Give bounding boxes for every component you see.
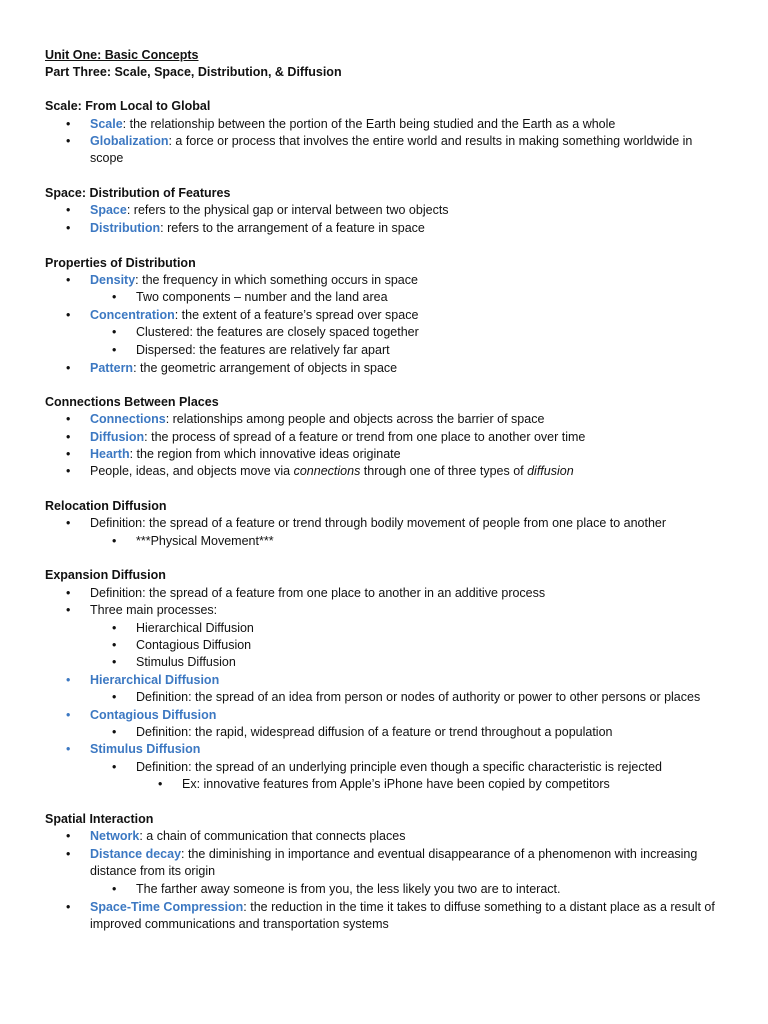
bullet: • (112, 534, 117, 548)
part-title: Part Three: Scale, Space, Distribution, & Diffusion (45, 65, 342, 79)
italic-diffusion: diffusion (527, 464, 574, 478)
sub-item-text: Definition: the spread of an idea from person or nodes of authority or power to other persons or places (136, 690, 701, 704)
sub-list-item (0, 289, 738, 306)
sub-item-text: Definition: the rapid, widespread diffusion of a feature or trend throughout a population (136, 725, 613, 739)
list-item (0, 411, 738, 428)
bullet: • (66, 134, 71, 148)
sub-list-item (0, 533, 738, 550)
definition-text: : the relationship between the portion of the Earth being studied and the Earth as a whole (122, 117, 616, 131)
sub-item-text: ***Physical Movement*** (136, 534, 274, 548)
sub-list-item (0, 689, 738, 706)
unit-title: Unit One: Basic Concepts (45, 48, 199, 62)
sub-item-text: Clustered: the features are closely spaced together (136, 325, 419, 339)
term-distance-decay: Distance decay (90, 847, 182, 861)
term-diffusion: Diffusion (90, 430, 145, 444)
text-run: People, ideas, and objects move via (90, 464, 294, 478)
definition-continuation: scope (90, 151, 124, 165)
definition-text: : the diminishing in importance and eventual disappearance of a phenomenon with increasing (181, 847, 698, 861)
text-run: through one of three types of (360, 464, 528, 478)
bullet: • (66, 412, 71, 426)
list-item (0, 446, 738, 463)
list-item (0, 220, 738, 237)
section-heading-connections: Connections Between Places (45, 395, 219, 409)
bullet: • (112, 882, 117, 896)
processes-label: Three main processes: (90, 603, 218, 617)
bullet: • (66, 430, 71, 444)
definition-continuation: improved communications and transportation systems (90, 917, 389, 931)
definition-text: : a force or process that involves the entire world and results in making something worldwide in (168, 134, 693, 148)
term-space: Space (90, 203, 127, 217)
list-item (0, 515, 738, 532)
definition-text: : the reduction in the time it takes to diffuse something to a distant place as a result of (243, 900, 715, 914)
bullet: • (112, 760, 117, 774)
list-item (0, 707, 738, 724)
bullet: • (66, 221, 71, 235)
definition-text: : the extent of a feature’s spread over space (174, 308, 419, 322)
term-distribution: Distribution (90, 221, 161, 235)
bullet: • (66, 516, 71, 530)
term-connections: Connections (90, 412, 166, 426)
term-globalization: Globalization (90, 134, 169, 148)
definition-text: Definition: the spread of a feature from one place to another in an additive process (90, 586, 546, 600)
sub-list-item (0, 759, 738, 776)
list-item (0, 463, 738, 480)
term-scale: Scale (90, 117, 123, 131)
term-network: Network (90, 829, 140, 843)
definition-continuation: distance from its origin (90, 864, 216, 878)
term-concentration: Concentration (90, 308, 175, 322)
sub-item-text: Dispersed: the features are relatively far apart (136, 343, 390, 357)
list-item (0, 116, 738, 133)
sub-item-text: The farther away someone is from you, the less likely you two are to interact. (136, 882, 561, 896)
sub-item-text: Stimulus Diffusion (136, 655, 236, 669)
definition-text: : the region from which innovative ideas originate (129, 447, 401, 461)
section-heading-relocation: Relocation Diffusion (45, 499, 167, 513)
bullet: • (112, 290, 117, 304)
italic-connections: connections (293, 464, 361, 478)
definition-text: Definition: the spread of a feature or trend through bodily movement of people from one place to another (90, 516, 667, 530)
list-item (0, 133, 738, 150)
term-hierarchical-diffusion: Hierarchical Diffusion (90, 673, 220, 687)
bullet: • (66, 829, 71, 843)
bullet: • (66, 117, 71, 131)
term-space-time-compression: Space-Time Compression (90, 900, 244, 914)
list-item (0, 672, 738, 689)
bullet: • (66, 447, 71, 461)
bullet: • (66, 900, 71, 914)
sub-list-item (0, 620, 738, 637)
list-item (0, 846, 738, 863)
sub-item-text: Hierarchical Diffusion (136, 621, 254, 635)
bullet: • (66, 203, 71, 217)
sub-item-text: Definition: the spread of an underlying principle even though a specific characteristic is rejected (136, 760, 662, 774)
sub-list-item (0, 881, 738, 898)
section-heading-scale: Scale: From Local to Global (45, 99, 211, 113)
bullet: • (66, 603, 71, 617)
bullet: • (66, 308, 71, 322)
section-heading-spatial: Spatial Interaction (45, 812, 154, 826)
term-density: Density (90, 273, 136, 287)
list-item (0, 429, 738, 446)
bullet: • (112, 343, 117, 357)
list-item (0, 360, 738, 377)
sub-list-item (0, 324, 738, 341)
sub-list-item (0, 342, 738, 359)
list-item (0, 272, 738, 289)
bullet: • (66, 673, 71, 687)
bullet: • (112, 638, 117, 652)
definition-text: : the process of spread of a feature or trend from one place to another over time (144, 430, 586, 444)
list-item (0, 585, 738, 602)
bullet: • (66, 273, 71, 287)
list-item (0, 828, 738, 845)
list-item (0, 307, 738, 324)
bullet: • (112, 655, 117, 669)
sub-sub-list-item (0, 776, 738, 793)
sub-item-text: Contagious Diffusion (136, 638, 252, 652)
list-item (0, 602, 738, 619)
bullet: • (66, 361, 71, 375)
bullet: • (66, 742, 71, 756)
term-stimulus-diffusion: Stimulus Diffusion (90, 742, 201, 756)
definition-text: : refers to the arrangement of a feature in space (160, 221, 425, 235)
term-contagious-diffusion: Contagious Diffusion (90, 708, 217, 722)
list-item (0, 202, 738, 219)
term-pattern: Pattern (90, 361, 134, 375)
bullet: • (66, 464, 71, 478)
section-heading-space: Space: Distribution of Features (45, 186, 231, 200)
bullet: • (112, 621, 117, 635)
term-hearth: Hearth (90, 447, 130, 461)
sub-list-item (0, 724, 738, 741)
section-heading-properties: Properties of Distribution (45, 256, 196, 270)
list-item (0, 899, 738, 916)
sub-item-text: Two components – number and the land area (136, 290, 388, 304)
bullet: • (158, 777, 163, 791)
bullet: • (66, 847, 71, 861)
definition-text: : relationships among people and objects across the barrier of space (165, 412, 545, 426)
bullet: • (112, 690, 117, 704)
section-heading-expansion: Expansion Diffusion (45, 568, 166, 582)
example-text: Ex: innovative features from Apple’s iPhone have been copied by competitors (182, 777, 610, 791)
definition-text: : refers to the physical gap or interval between two objects (126, 203, 449, 217)
sub-list-item (0, 654, 738, 671)
sub-list-item (0, 637, 738, 654)
list-item (0, 741, 738, 758)
definition-text: : a chain of communication that connects places (139, 829, 406, 843)
definition-text: : the geometric arrangement of objects in space (133, 361, 398, 375)
definition-text: : the frequency in which something occurs in space (135, 273, 418, 287)
bullet: • (112, 725, 117, 739)
bullet: • (112, 325, 117, 339)
bullet: • (66, 586, 71, 600)
bullet: • (66, 708, 71, 722)
